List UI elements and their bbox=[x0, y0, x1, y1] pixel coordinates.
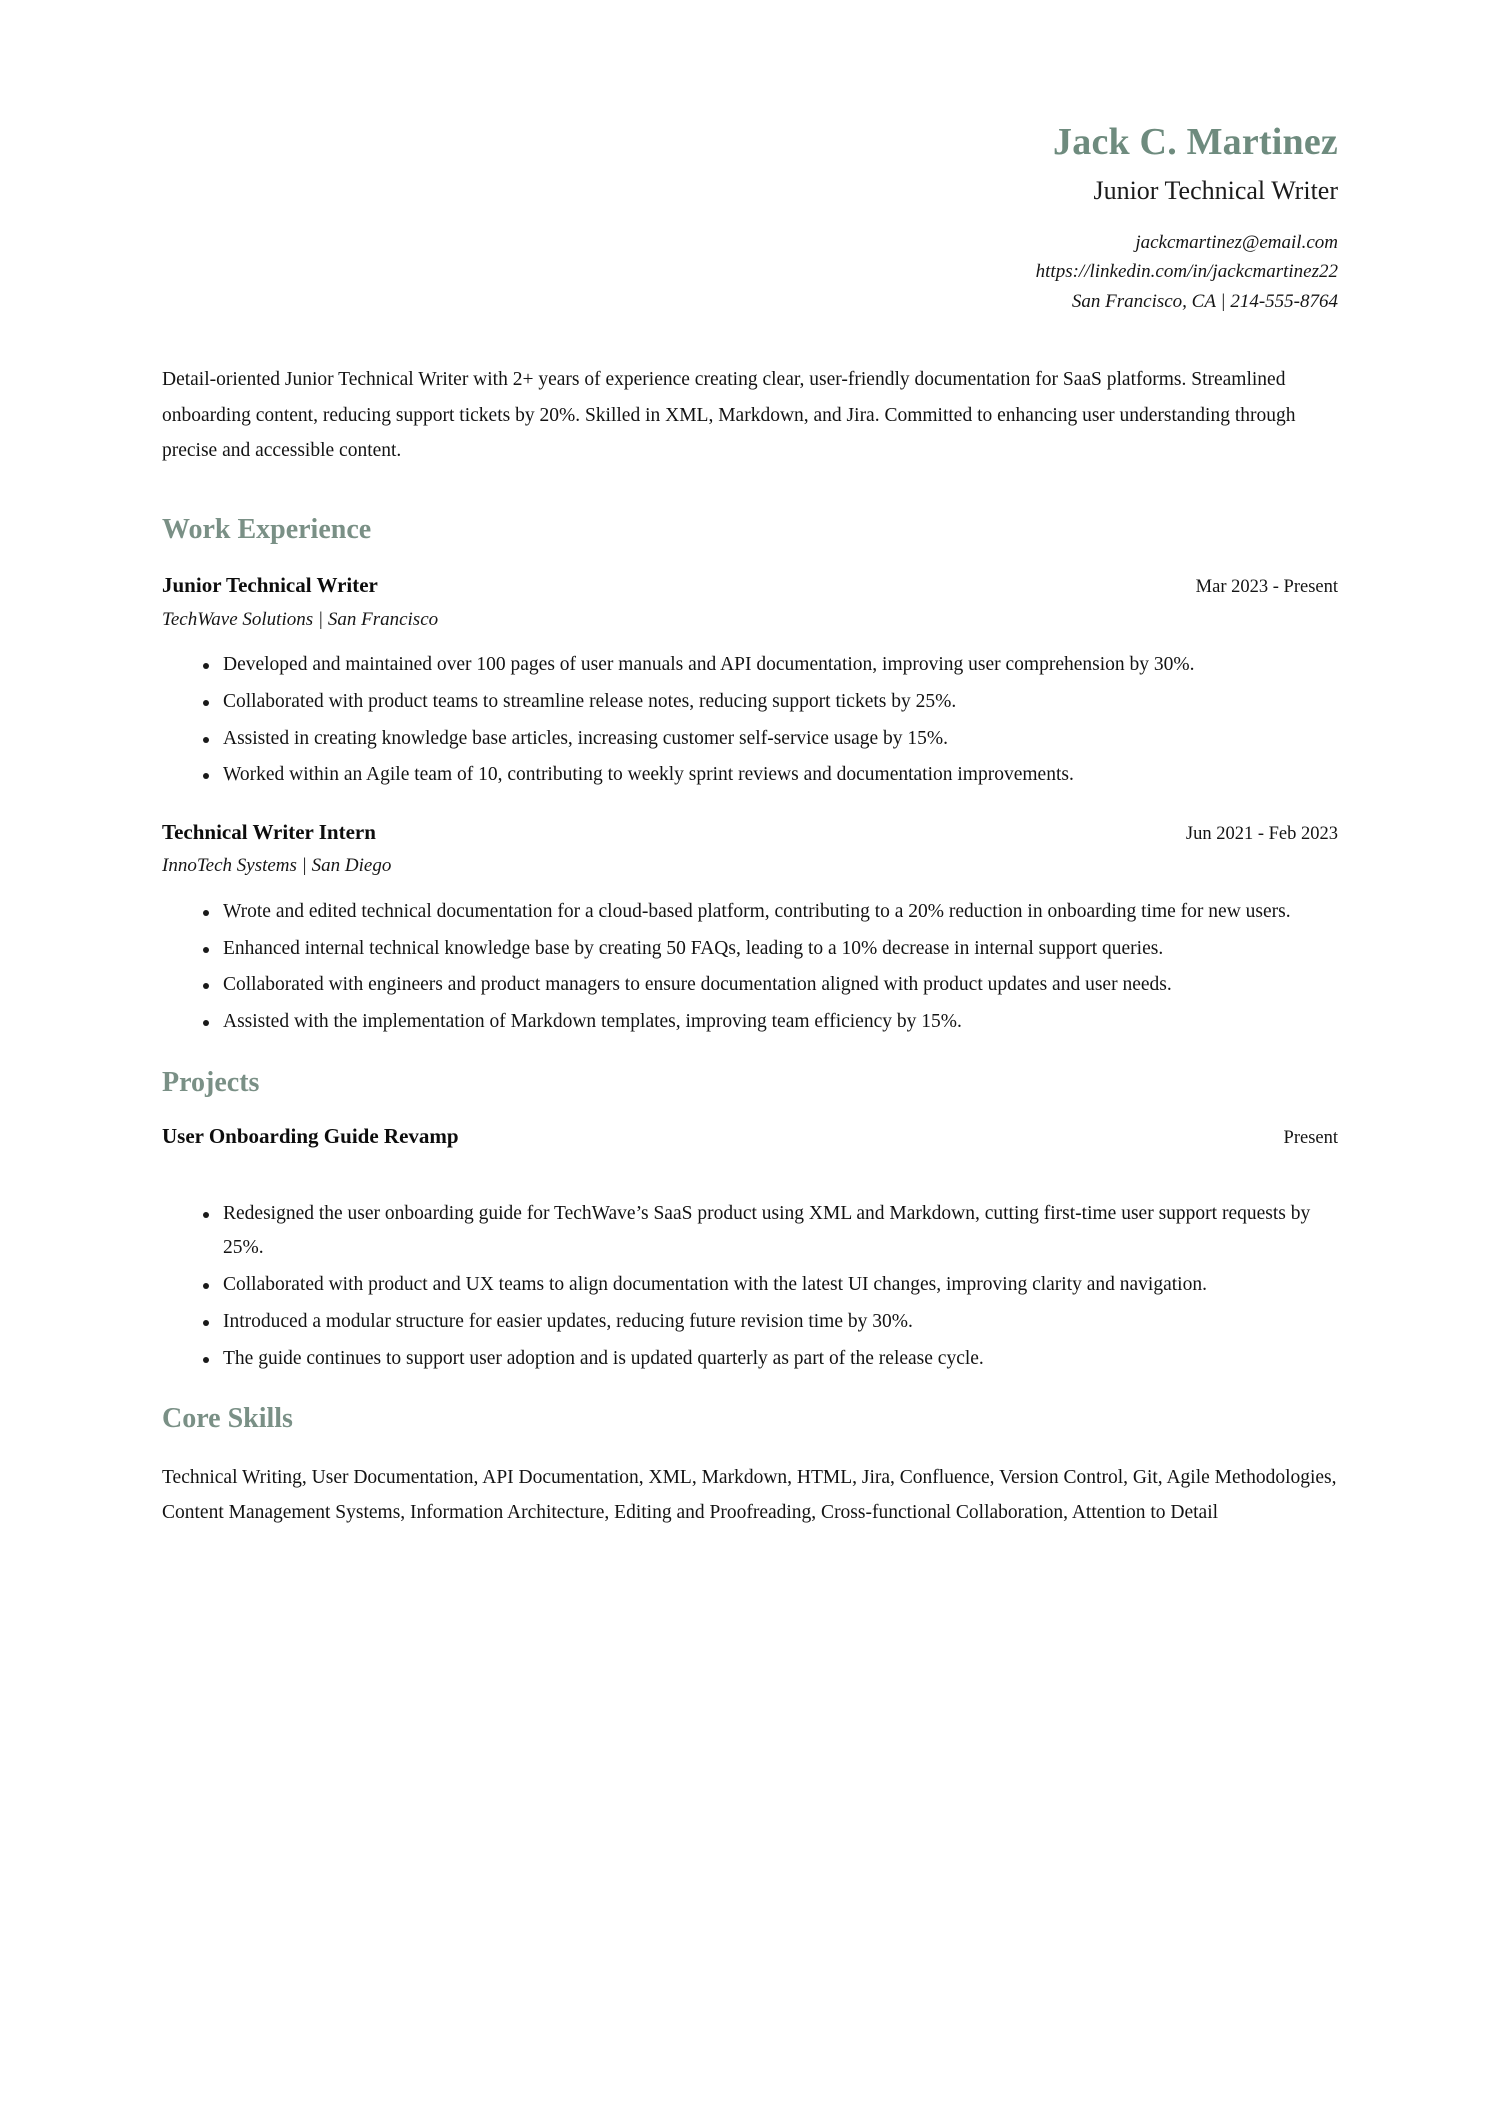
project-entry-date: Present bbox=[1283, 1128, 1338, 1149]
bullet-item: Wrote and edited technical documentation for a cloud-based platform, contributing to a 20% reduction in onboarding time for new users. bbox=[162, 895, 1338, 930]
project-entry-head bbox=[162, 1123, 1338, 1150]
section-work-experience bbox=[162, 513, 1338, 1040]
bullet-item: Introduced a modular structure for easier updates, reducing future revision time by 30%. bbox=[162, 1305, 1338, 1340]
contact-email[interactable]: jackcmartinez@email.com bbox=[1135, 232, 1338, 254]
project-entry bbox=[162, 1123, 1338, 1376]
bullet-item: Redesigned the user onboarding guide for TechWave’s SaaS product using XML and Markdown, cutting first-time user support requests by 25%. bbox=[162, 1197, 1338, 1266]
contact-location-phone: San Francisco, CA | 214-555-8764 bbox=[1071, 290, 1338, 312]
work-entry-organization: TechWave Solutions | San Francisco bbox=[162, 608, 439, 630]
work-entry-organization: InnoTech Systems | San Diego bbox=[162, 855, 392, 877]
work-entry-bullets bbox=[162, 648, 1338, 793]
candidate-name: Jack C. Martinez bbox=[1053, 121, 1338, 163]
section-title-projects: Projects bbox=[162, 1066, 260, 1098]
bullet-item: Enhanced internal technical knowledge base by creating 50 FAQs, leading to a 10% decrease in internal support queries. bbox=[162, 932, 1338, 967]
section-title-core-skills: Core Skills bbox=[162, 1403, 293, 1435]
project-entry-bullets bbox=[162, 1197, 1338, 1377]
section-core-skills bbox=[162, 1402, 1338, 1531]
project-entry-title: User Onboarding Guide Revamp bbox=[162, 1124, 459, 1149]
project-spacer bbox=[162, 1151, 1338, 1181]
contact-linkedin[interactable]: https://linkedin.com/in/jackcmartinez22 bbox=[1035, 261, 1338, 283]
work-entry bbox=[162, 572, 1338, 793]
bullet-item: Collaborated with product and UX teams to align documentation with the latest UI changes, improving clarity and navigation. bbox=[162, 1268, 1338, 1303]
work-entry-role: Technical Writer Intern bbox=[162, 820, 376, 845]
work-entry-head bbox=[162, 819, 1338, 846]
work-entry-date: Mar 2023 - Present bbox=[1195, 577, 1338, 598]
work-entry-role: Junior Technical Writer bbox=[162, 573, 378, 598]
candidate-job-title: Junior Technical Writer bbox=[1093, 175, 1338, 205]
work-entry-head bbox=[162, 572, 1338, 599]
professional-summary: Detail-oriented Junior Technical Writer with 2+ years of experience creating clear, user-friendly documentation for SaaS platforms. Streamlined onboarding content, reducing support tickets by 20%. Skilled in XML, Markdown, and Jira. Committed to enhancing user understanding through precise and accessible content. bbox=[162, 369, 1296, 462]
work-entry-date: Jun 2021 - Feb 2023 bbox=[1185, 824, 1338, 845]
bullet-item: Assisted with the implementation of Markdown templates, improving team efficiency by 15%. bbox=[162, 1005, 1338, 1040]
bullet-item: Developed and maintained over 100 pages of user manuals and API documentation, improving user comprehension by 30%. bbox=[162, 648, 1338, 683]
core-skills-list: Technical Writing, User Documentation, API Documentation, XML, Markdown, HTML, Jira, Confluence, Version Control, Git, Agile Methodologies, Content Management Systems, Information Architecture, Editing and Proofreading, Cross-functional Collaboration, Attention to Detail bbox=[162, 1466, 1337, 1524]
bullet-item: The guide continues to support user adoption and is updated quarterly as part of the release cycle. bbox=[162, 1342, 1338, 1377]
work-entry bbox=[162, 819, 1338, 1040]
section-projects bbox=[162, 1066, 1338, 1376]
bullet-item: Collaborated with engineers and product managers to ensure documentation aligned with product updates and user needs. bbox=[162, 968, 1338, 1003]
resume-header bbox=[162, 120, 1338, 316]
bullet-item: Assisted in creating knowledge base articles, increasing customer self-service usage by 15%. bbox=[162, 722, 1338, 757]
bullet-item: Worked within an Agile team of 10, contributing to weekly sprint reviews and documentation improvements. bbox=[162, 758, 1338, 793]
bullet-item: Collaborated with product teams to streamline release notes, reducing support tickets by 25%. bbox=[162, 685, 1338, 720]
work-entry-bullets bbox=[162, 895, 1338, 1040]
section-title-work-experience: Work Experience bbox=[162, 513, 372, 545]
